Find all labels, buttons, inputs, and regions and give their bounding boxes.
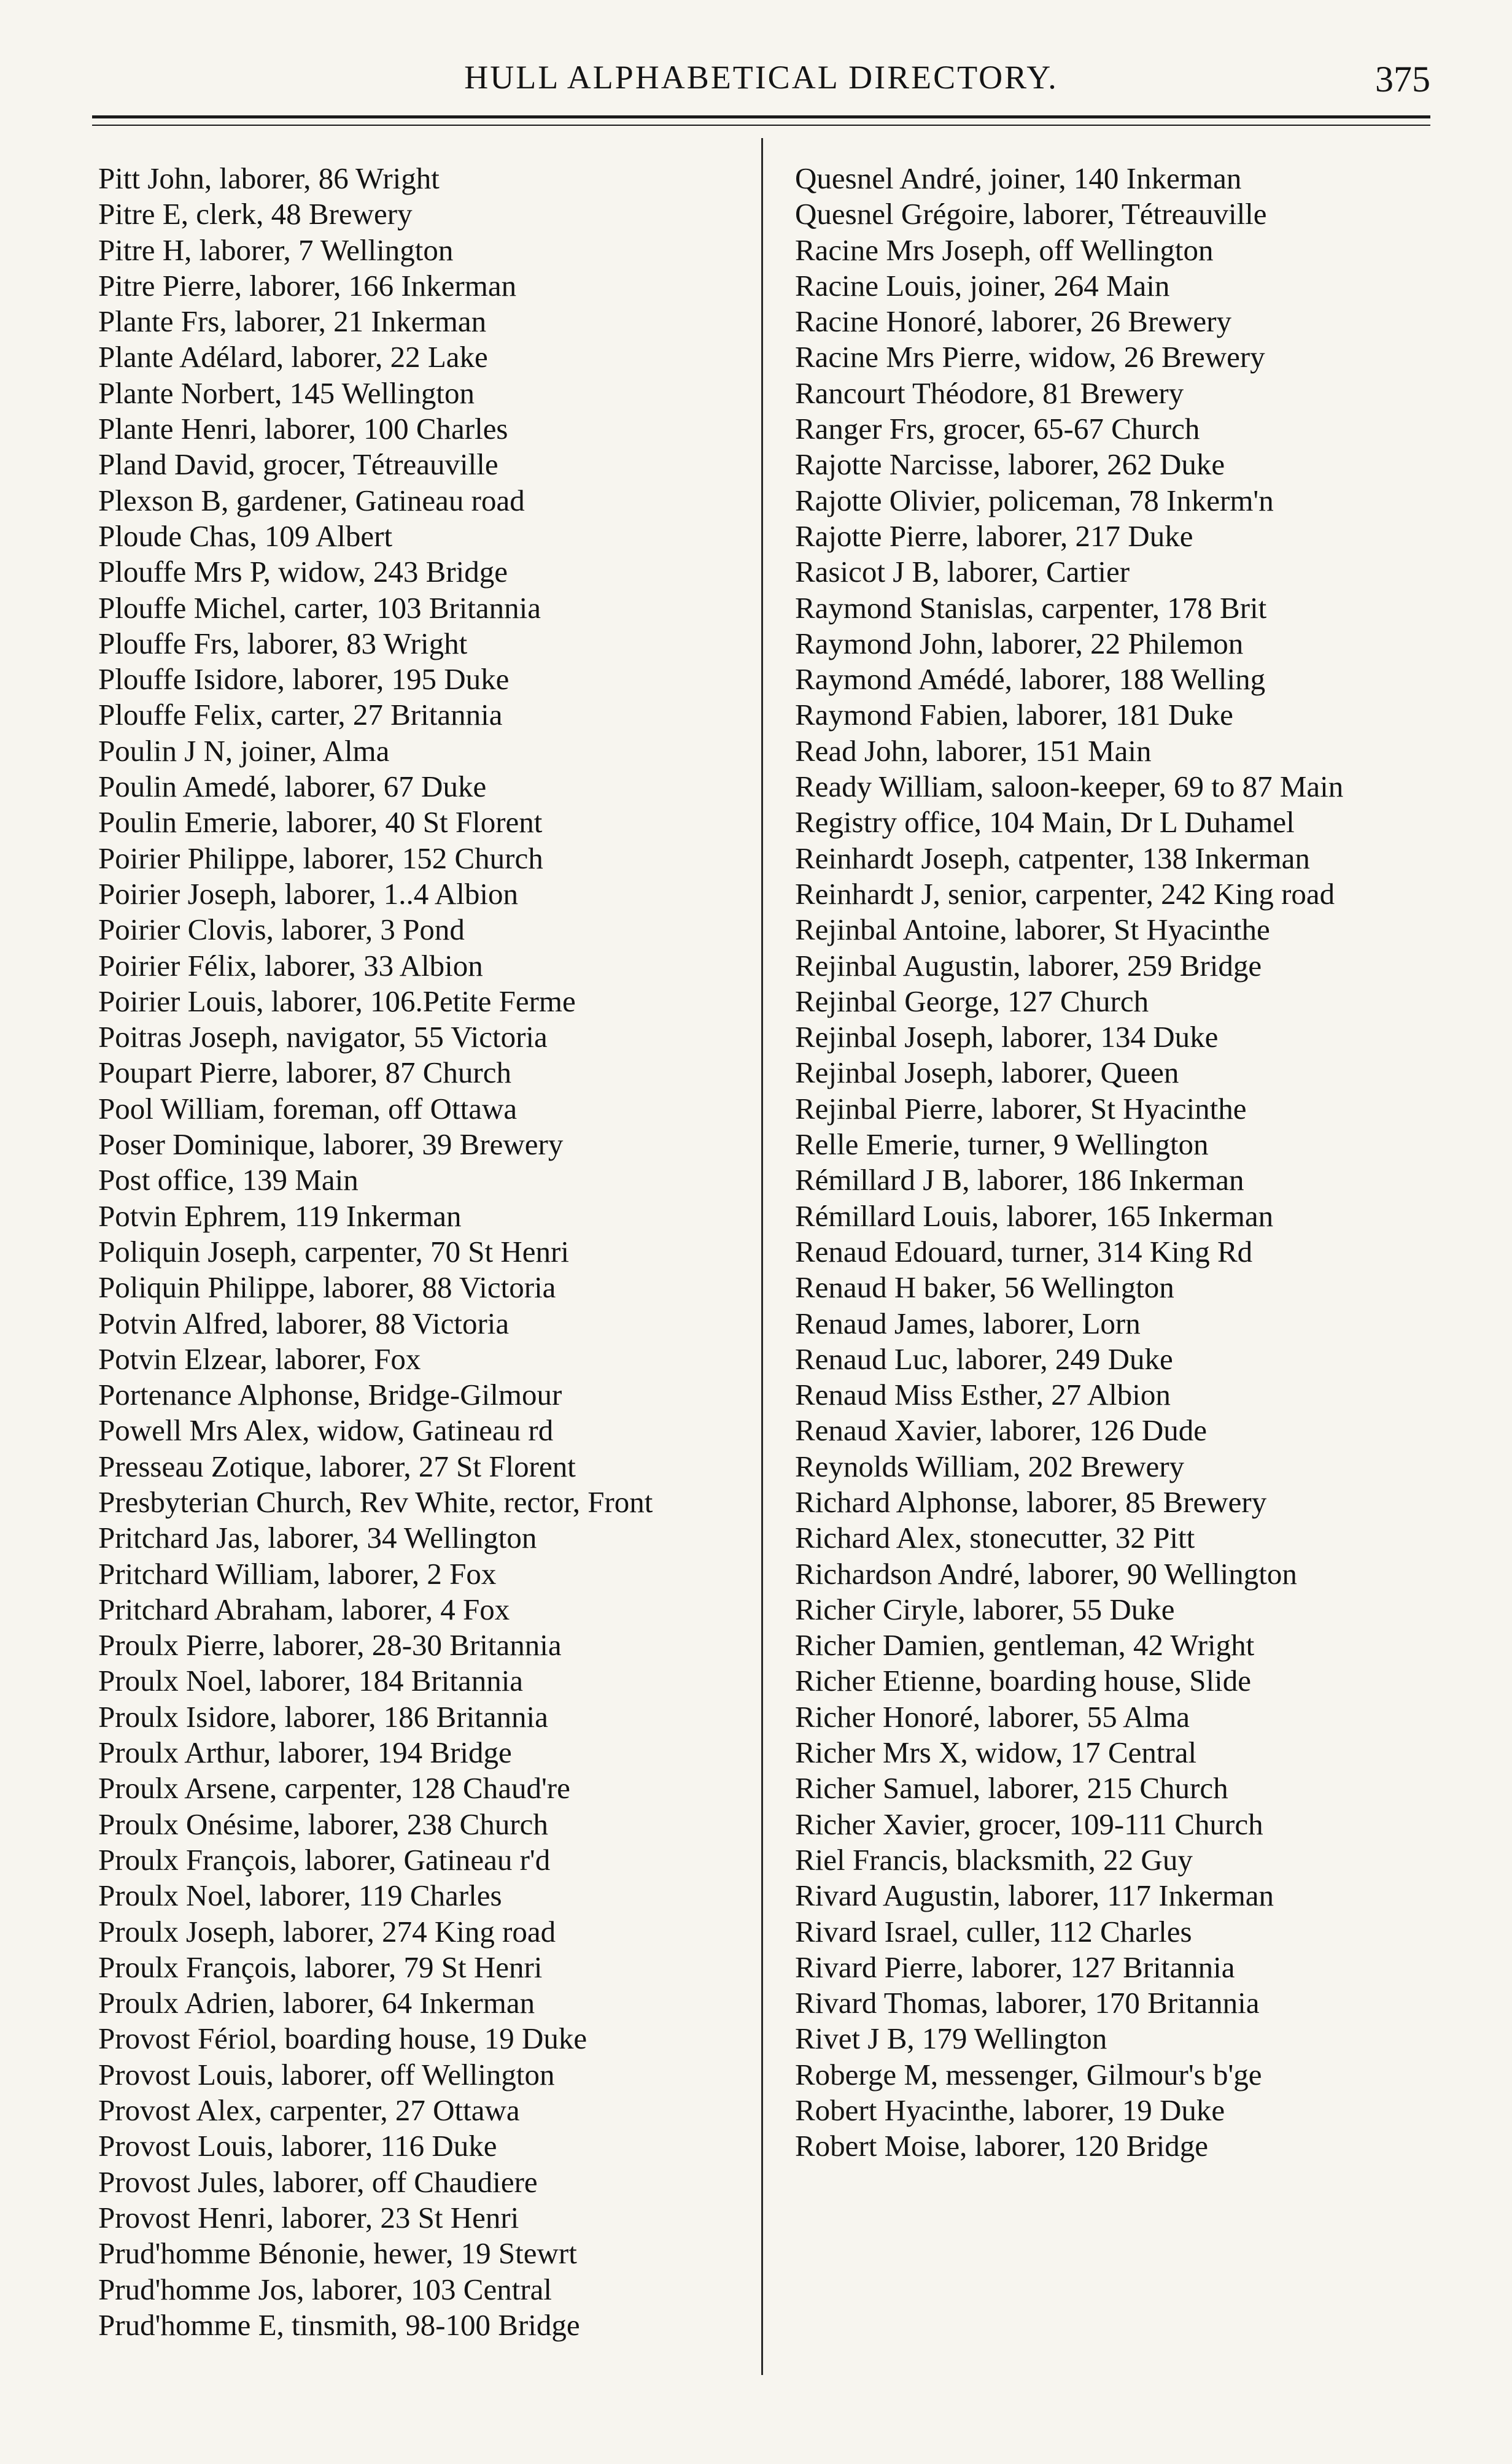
left-column <box>98 161 761 2343</box>
directory-entry: Proulx Pierre, laborer, 28-30 Britannia <box>98 1628 562 1663</box>
directory-entry: Pritchard William, laborer, 2 Fox <box>98 1556 497 1591</box>
directory-entry: Powell Mrs Alex, widow, Gatineau rd <box>98 1413 554 1448</box>
directory-entry: Plouffe Frs, laborer, 83 Wright <box>98 626 468 660</box>
directory-entry: Provost Louis, laborer, 116 Duke <box>98 2129 497 2163</box>
directory-entry: Poirier Clovis, laborer, 3 Pond <box>98 913 465 947</box>
column-divider <box>761 138 763 2375</box>
directory-entry: Ploude Chas, 109 Albert <box>98 519 393 553</box>
directory-entry: Read John, laborer, 151 Main <box>795 733 1152 768</box>
directory-entry: Rémillard Louis, laborer, 165 Inkerman <box>795 1199 1274 1233</box>
directory-entry: Plexson B, gardener, Gatineau road <box>98 483 525 517</box>
directory-entry: Provost Henri, laborer, 23 St Henri <box>98 2200 519 2234</box>
directory-entry: Reinhardt Joseph, catpenter, 138 Inkerman <box>795 841 1310 875</box>
directory-entry: Rajotte Narcisse, laborer, 262 Duke <box>795 447 1225 482</box>
directory-entry: Pitt John, laborer, 86 Wright <box>98 161 440 195</box>
directory-entry: Potvin Elzear, laborer, Fox <box>98 1342 421 1376</box>
directory-entry: Poirier Louis, laborer, 106.Petite Ferme <box>98 984 576 1018</box>
directory-entry: Raymond Amédé, laborer, 188 Welling <box>795 662 1266 697</box>
directory-entry: Racine Mrs Joseph, off Wellington <box>795 233 1214 267</box>
directory-entry: Racine Honoré, laborer, 26 Brewery <box>795 304 1231 339</box>
directory-entry: Rejinbal Antoine, laborer, St Hyacinthe <box>795 913 1270 947</box>
directory-entry: Rejinbal Augustin, laborer, 259 Bridge <box>795 948 1262 983</box>
directory-entry: Poliquin Joseph, carpenter, 70 St Henri <box>98 1234 569 1269</box>
directory-entry: Poitras Joseph, navigator, 55 Victoria <box>98 1020 548 1054</box>
directory-entry: Proulx Noel, laborer, 184 Britannia <box>98 1664 524 1698</box>
directory-entry: Plante Adélard, laborer, 22 Lake <box>98 340 488 374</box>
directory-entry: Richer Samuel, laborer, 215 Church <box>795 1771 1228 1806</box>
directory-entry: Poirier Félix, laborer, 33 Albion <box>98 948 483 983</box>
directory-entry: Rivard Thomas, laborer, 170 Britannia <box>795 1986 1260 2020</box>
directory-entry: Richer Damien, gentleman, 42 Wright <box>795 1628 1255 1663</box>
directory-entry: Post office, 139 Main <box>98 1163 359 1197</box>
directory-entry: Renaud Xavier, laborer, 126 Dude <box>795 1413 1207 1448</box>
directory-entry: Poser Dominique, laborer, 39 Brewery <box>98 1127 564 1162</box>
directory-entry: Proulx François, laborer, Gatineau r'd <box>98 1842 551 1877</box>
directory-entry: Pritchard Abraham, laborer, 4 Fox <box>98 1592 510 1626</box>
directory-entry: Raymond Stanislas, carpenter, 178 Brit <box>795 590 1267 625</box>
directory-entry: Rejinbal Pierre, laborer, St Hyacinthe <box>795 1091 1247 1126</box>
directory-entry: Presbyterian Church, Rev White, rector, Front <box>98 1485 653 1519</box>
page-header <box>92 58 1430 114</box>
directory-entry: Riel Francis, blacksmith, 22 Guy <box>795 1842 1193 1877</box>
directory-entry: Pool William, foreman, off Ottawa <box>98 1091 518 1126</box>
directory-entry: Raymond John, laborer, 22 Philemon <box>795 626 1244 660</box>
directory-entry: Ready William, saloon-keeper, 69 to 87 Main <box>795 770 1344 804</box>
directory-entry: Poulin Amedé, laborer, 67 Duke <box>98 770 487 804</box>
directory-entry: Richer Mrs X, widow, 17 Central <box>795 1736 1197 1770</box>
directory-entry: Richardson André, laborer, 90 Wellington <box>795 1556 1297 1591</box>
directory-entry: Rivard Augustin, laborer, 117 Inkerman <box>795 1879 1274 1913</box>
directory-entry: Poupart Pierre, laborer, 87 Church <box>98 1056 511 1090</box>
directory-entry: Reinhardt J, senior, carpenter, 242 King road <box>795 876 1335 911</box>
directory-entry: Rivard Pierre, laborer, 127 Britannia <box>795 1950 1235 1984</box>
directory-entry: Potvin Ephrem, 119 Inkerman <box>98 1199 462 1233</box>
directory-entry: Plante Frs, laborer, 21 Inkerman <box>98 304 487 339</box>
header-rule-thick <box>92 115 1430 118</box>
right-column <box>795 161 1458 2165</box>
directory-entry: Ranger Frs, grocer, 65-67 Church <box>795 412 1200 446</box>
directory-entry: Rémillard J B, laborer, 186 Inkerman <box>795 1163 1244 1197</box>
directory-entry: Robert Hyacinthe, laborer, 19 Duke <box>795 2093 1225 2128</box>
directory-entry: Pitre E, clerk, 48 Brewery <box>98 197 413 231</box>
directory-entry: Provost Jules, laborer, off Chaudiere <box>98 2165 538 2199</box>
directory-entry: Renaud Edouard, turner, 314 King Rd <box>795 1234 1253 1269</box>
directory-entry: Robert Moise, laborer, 120 Bridge <box>795 2129 1209 2163</box>
directory-entry: Raymond Fabien, laborer, 181 Duke <box>795 698 1233 732</box>
directory-entry: Richer Xavier, grocer, 109-111 Church <box>795 1807 1263 1841</box>
directory-entry: Rajotte Pierre, laborer, 217 Duke <box>795 519 1193 553</box>
directory-entry: Proulx Noel, laborer, 119 Charles <box>98 1879 502 1913</box>
directory-entry: Proulx Isidore, laborer, 186 Britannia <box>98 1699 548 1734</box>
directory-entry: Roberge M, messenger, Gilmour's b'ge <box>795 2057 1262 2091</box>
directory-entry: Plante Henri, laborer, 100 Charles <box>98 412 508 446</box>
directory-entry: Poliquin Philippe, laborer, 88 Victoria <box>98 1270 556 1305</box>
directory-entry: Registry office, 104 Main, Dr L Duhamel <box>795 805 1295 840</box>
directory-entry: Rejinbal Joseph, laborer, 134 Duke <box>795 1020 1219 1054</box>
directory-entry: Proulx Onésime, laborer, 238 Church <box>98 1807 548 1841</box>
directory-entry: Richard Alphonse, laborer, 85 Brewery <box>795 1485 1267 1519</box>
directory-entry: Plante Norbert, 145 Wellington <box>98 376 475 410</box>
directory-entry: Rivet J B, 179 Wellington <box>795 2022 1107 2056</box>
directory-entry: Plouffe Mrs P, widow, 243 Bridge <box>98 555 508 589</box>
directory-entry: Richer Honoré, laborer, 55 Alma <box>795 1699 1190 1734</box>
directory-entry: Reynolds William, 202 Brewery <box>795 1449 1185 1483</box>
directory-entry: Pland David, grocer, Tétreauville <box>98 447 498 482</box>
header-rule-thin <box>92 125 1430 126</box>
directory-entry: Renaud H baker, 56 Wellington <box>795 1270 1174 1305</box>
directory-entry: Portenance Alphonse, Bridge-Gilmour <box>98 1378 562 1412</box>
directory-entry: Rejinbal George, 127 Church <box>795 984 1149 1018</box>
directory-entry: Proulx Adrien, laborer, 64 Inkerman <box>98 1986 535 2020</box>
page-number: 375 <box>1375 59 1430 99</box>
directory-entry: Presseau Zotique, laborer, 27 St Florent <box>98 1449 576 1483</box>
directory-entry: Poirier Philippe, laborer, 152 Church <box>98 841 543 875</box>
directory-entry: Rajotte Olivier, policeman, 78 Inkerm'n <box>795 483 1274 517</box>
directory-entry: Richard Alex, stonecutter, 32 Pitt <box>795 1521 1195 1555</box>
directory-entry: Pritchard Jas, laborer, 34 Wellington <box>98 1521 537 1555</box>
directory-entry: Renaud Luc, laborer, 249 Duke <box>795 1342 1173 1376</box>
directory-entry: Rejinbal Joseph, laborer, Queen <box>795 1056 1179 1090</box>
directory-entry: Proulx Joseph, laborer, 274 King road <box>98 1914 556 1948</box>
directory-entry: Quesnel Grégoire, laborer, Tétreauville <box>795 197 1267 231</box>
directory-entry: Proulx François, laborer, 79 St Henri <box>98 1950 543 1984</box>
directory-entry: Richer Ciryle, laborer, 55 Duke <box>795 1592 1175 1626</box>
directory-entry: Poirier Joseph, laborer, 1..4 Albion <box>98 876 518 911</box>
directory-entry: Plouffe Felix, carter, 27 Britannia <box>98 698 503 732</box>
directory-entry: Richer Etienne, boarding house, Slide <box>795 1664 1251 1698</box>
directory-entry: Rasicot J B, laborer, Cartier <box>795 555 1130 589</box>
directory-entry: Provost Louis, laborer, off Wellington <box>98 2057 555 2091</box>
directory-entry: Proulx Arsene, carpenter, 128 Chaud're <box>98 1771 570 1806</box>
directory-entry: Pitre Pierre, laborer, 166 Inkerman <box>98 268 517 303</box>
directory-entry: Plouffe Michel, carter, 103 Britannia <box>98 590 541 625</box>
directory-entry: Rancourt Théodore, 81 Brewery <box>795 376 1184 410</box>
directory-entry: Prud'homme E, tinsmith, 98-100 Bridge <box>98 2308 580 2342</box>
directory-entry: Proulx Arthur, laborer, 194 Bridge <box>98 1736 512 1770</box>
directory-entry: Renaud James, laborer, Lorn <box>795 1306 1141 1340</box>
directory-entry: Plouffe Isidore, laborer, 195 Duke <box>98 662 510 697</box>
directory-entry: Relle Emerie, turner, 9 Wellington <box>795 1127 1209 1162</box>
directory-entry: Pitre H, laborer, 7 Wellington <box>98 233 454 267</box>
directory-entry: Renaud Miss Esther, 27 Albion <box>795 1378 1171 1412</box>
directory-entry: Prud'homme Jos, laborer, 103 Central <box>98 2272 552 2306</box>
directory-entry: Quesnel André, joiner, 140 Inkerman <box>795 161 1242 195</box>
directory-entry: Provost Alex, carpenter, 27 Ottawa <box>98 2093 520 2128</box>
directory-entry: Racine Mrs Pierre, widow, 26 Brewery <box>795 340 1265 374</box>
directory-entry: Poulin Emerie, laborer, 40 St Florent <box>98 805 543 840</box>
directory-entry: Racine Louis, joiner, 264 Main <box>795 268 1170 303</box>
directory-entry: Poulin J N, joiner, Alma <box>98 733 390 768</box>
running-title: HULL ALPHABETICAL DIRECTORY. <box>464 59 1058 96</box>
directory-entry: Potvin Alfred, laborer, 88 Victoria <box>98 1306 510 1340</box>
directory-entry: Prud'homme Bénonie, hewer, 19 Stewrt <box>98 2236 577 2271</box>
directory-entry: Rivard Israel, culler, 112 Charles <box>795 1914 1192 1948</box>
directory-entry: Provost Fériol, boarding house, 19 Duke <box>98 2022 587 2056</box>
